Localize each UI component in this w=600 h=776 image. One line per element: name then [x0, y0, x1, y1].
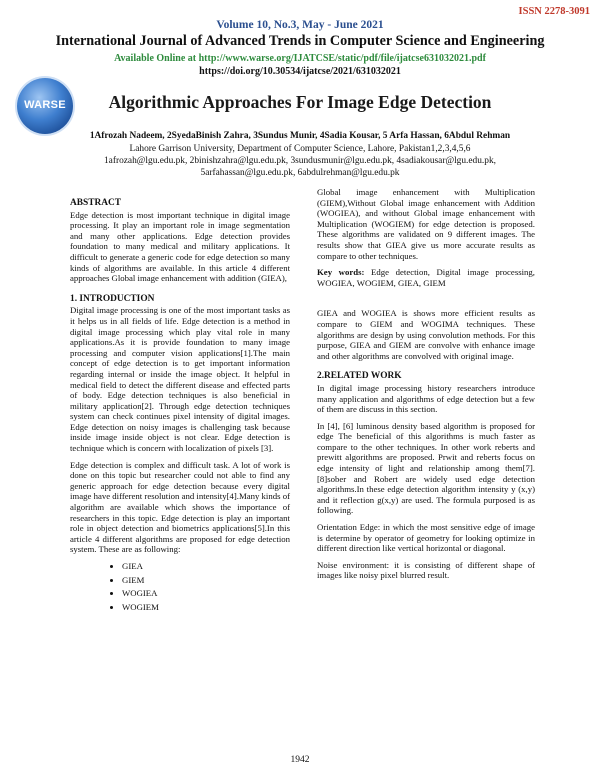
abstract-heading: ABSTRACT: [70, 198, 122, 208]
related-work-heading: 2.RELATED WORK: [317, 371, 402, 382]
left-column: [70, 198, 290, 615]
doi-link[interactable]: https://doi.org/10.30534/ijatcse/2021/631032021: [199, 66, 401, 77]
list-item: • WOGIEM: [122, 602, 290, 613]
introduction-para-2: Edge detection is complex and difficult task. A lot of work is done on this topic but researcher could not able to find any generic approach for edge detection because every digital image have different resolution and intensity[4].Many kinds of algorithm are available which shows the importance of researchers in this topic. Edge detection is play an important role in object detection and biometrics applications[5].In this article 4 different algorithms are proposed for edge detection system. These are as following:: [70, 459, 290, 555]
related-work-para-2: In [4], [6] luminous density based algorithm is proposed for edge The beneficial of this algorithms is much faster as compare to the other techniques. In other work reberts and prewitt algorithms are proposed. Prwit and reberts focus on edge intensity of light and relationship among them[7]. [8]sober and Robert are widely used edge detection algorithms.In these edge detection algorithm intensity y (x,y) and it reflection g(x,y) are used. The formula purposed is as following.: [317, 420, 535, 516]
author-emails-cont: 5arfahassan@lgu.edu.pk, 6abdulrehman@lgu.edu.pk: [200, 168, 400, 178]
volume-issue: Volume 10, No.3, May - June 2021: [216, 19, 384, 31]
page-number: 1942: [290, 755, 310, 765]
right-column: [317, 187, 535, 587]
available-online-link[interactable]: Available Online at http://www.warse.org/IJATCSE/static/pdf/file/ijatcse631032021.pdf: [114, 53, 486, 64]
introduction-continued: GIEA and WOGIEA is shows more efficient results as compare to GIEM and WOGIMA techniques. These algorithms are design by using convolution methods. For this purpose, GIEA and GIEM are convolve with enhance image and other algorithms are convolved with original image.: [317, 308, 535, 361]
affiliation: Lahore Garrison University, Department of Computer Science, Lahore, Pakistan1,2,3,4,5,6: [129, 144, 471, 154]
logo-text: WARSE: [24, 99, 66, 111]
related-work-para-4: Noise environment: it is consisting of different shape of images like noisy pixel blurred result.: [317, 559, 535, 581]
list-item: • GIEM: [122, 575, 290, 586]
list-item: • WOGIEA: [122, 588, 290, 599]
abstract-text: Edge detection is most important technique in digital image processing. It play an important role in image segmentation and many other applications. Edge detection provides foundation to many medical and military applications. It difficult to generate a generic code for edge detection so many kinds of algorithms are available. In this article 4 different approaches Global image enhancement with addition (GIEA),: [70, 209, 290, 284]
list-item: • GIEA: [122, 561, 290, 572]
abstract-continued: Global image enhancement with Multiplication (GIEM),Without Global image enhancement with Addition (WOGIEA), and without Global image enhancement with Multiplication (WOGIEM) for edge detection is proposed. These algorithms are validated on 9 different images. The results show that GIEA give us more accurate results as compare to other techniques.: [317, 187, 535, 261]
keywords-label: Key words:: [317, 267, 365, 278]
algorithm-list: [70, 561, 290, 612]
keywords: [317, 267, 535, 288]
issn-label: ISSN 2278-3091: [518, 6, 590, 17]
related-work-para-3: Orientation Edge: in which the most sensitive edge of image is determine by operator of geometry for looking optimize in different direction like vertical horizontal or diagonal.: [317, 522, 535, 554]
introduction-para-1: Digital image processing is one of the most important tasks as it helps us in all fields of life. Edge detection is a method in digital image processing which play vital role in many applications.As it is provide foundation to many image processing and computer vision applications[1].The main concept of edge detection is to get important information regarding internal or inside the image object. It helpful in medical field to detect the different disease and effected parts of body. Edge detection techniques is also beneficial in military application[2]. Through edge detection techniques system can check continues pixel intensity of digital images. Edge detection on noisy images is challenging task because inside image inside object is not clear. Edge detection is technique which is concern with localization of pixels [3].: [70, 305, 290, 454]
paper-title: Algorithmic Approaches For Image Edge Detection: [108, 92, 492, 112]
introduction-heading: 1. INTRODUCTION: [70, 293, 155, 304]
author-emails: 1afrozah@lgu.edu.pk, 2binishzahra@lgu.edu.pk, 3sundusmunir@lgu.edu.pk, 4sadiakousar@lgu.edu.pk,: [103, 156, 496, 166]
journal-title: International Journal of Advanced Trends in Computer Science and Engineering: [55, 33, 545, 49]
author-list: 1Afrozah Nadeem, 2SyedaBinish Zahra, 3Sundus Munir, 4Sadia Kousar, 5 Arfa Hassan, 6Abdul Rehman: [89, 131, 511, 141]
keywords-text: Edge detection, Digital image processing, WOGIEA, WOGIEM, GIEA, GIEM: [317, 267, 535, 288]
related-work-para-1: In digital image processing history researchers introduce many application and algorithms of edge detection but a few of them are discuss in this section.: [317, 382, 535, 415]
